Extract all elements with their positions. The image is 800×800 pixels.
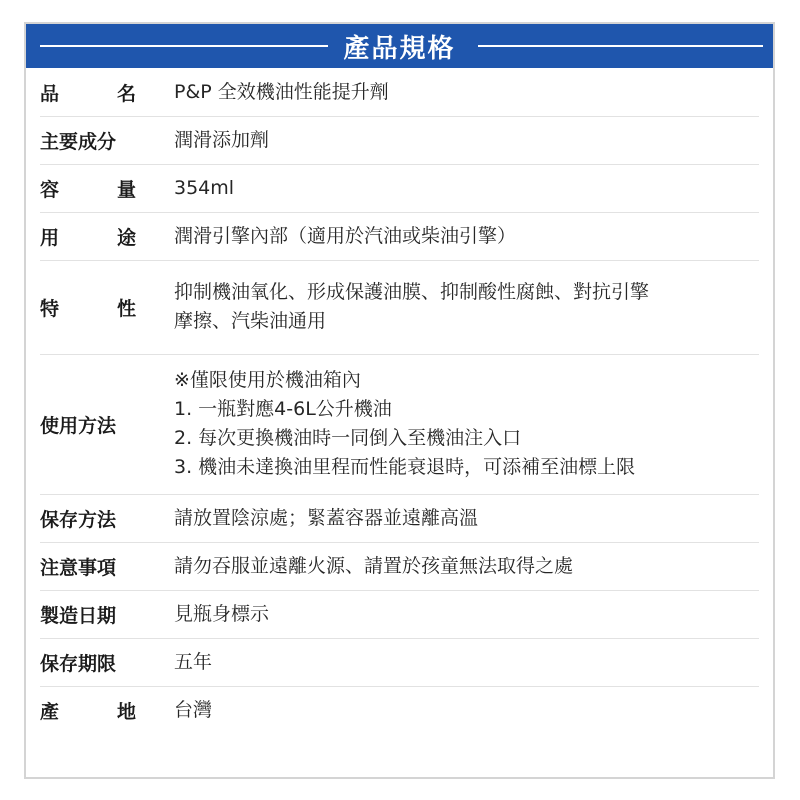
spec-label: 保存方法	[40, 508, 117, 531]
spec-label: 保存期限	[40, 652, 117, 675]
spec-label: 特 性	[40, 297, 136, 320]
spec-row-directions	[40, 354, 759, 495]
spec-row-cautions	[40, 542, 759, 591]
spec-label: 產 地	[40, 700, 136, 723]
spec-card	[24, 22, 775, 779]
spec-value: 台灣	[174, 698, 213, 721]
spec-value: 354ml	[174, 176, 235, 199]
spec-row-volume	[40, 164, 759, 213]
spec-value: 抑制機油氧化、形成保護油膜、抑制酸性腐蝕、對抗引擎 摩擦、汽柴油通用	[174, 281, 650, 332]
spec-label: 容 量	[40, 178, 136, 201]
spec-label: 注意事項	[40, 556, 117, 579]
header-rule-left	[40, 45, 328, 47]
spec-value: 見瓶身標示	[174, 602, 270, 625]
spec-row-ingredients	[40, 116, 759, 165]
spec-row-product-name	[40, 68, 759, 117]
spec-label: 用 途	[40, 226, 136, 249]
spec-row-features	[40, 260, 759, 355]
spec-value: 請勿吞服並遠離火源、請置於孩童無法取得之處	[174, 554, 574, 577]
spec-row-storage	[40, 494, 759, 543]
header-rule-right	[478, 45, 763, 47]
spec-row-origin	[40, 686, 759, 734]
spec-row-shelf-life	[40, 638, 759, 687]
spec-value: 五年	[174, 650, 213, 673]
spec-value: P&P 全效機油性能提升劑	[174, 80, 389, 103]
spec-label: 品 名	[40, 82, 136, 105]
spec-value: 請放置陰涼處；緊蓋容器並遠離高溫	[174, 506, 479, 529]
spec-label: 主要成分	[40, 130, 117, 153]
spec-header	[26, 24, 773, 68]
spec-title: 產品規格	[337, 28, 461, 65]
spec-label: 製造日期	[40, 604, 117, 627]
spec-value: 潤滑添加劑	[174, 128, 270, 151]
spec-value: ※僅限使用於機油箱內 1. 一瓶對應4-6L公升機油 2. 每次更換機油時一同倒入至機油注入口 3. 機油未達換油里程而性能衰退時，可添補至油標上限	[174, 369, 636, 478]
spec-value: 潤滑引擎內部（適用於汽油或柴油引擎）	[174, 224, 517, 247]
spec-label: 使用方法	[40, 414, 117, 437]
spec-row-manufacture-date	[40, 590, 759, 639]
spec-row-usage	[40, 212, 759, 261]
